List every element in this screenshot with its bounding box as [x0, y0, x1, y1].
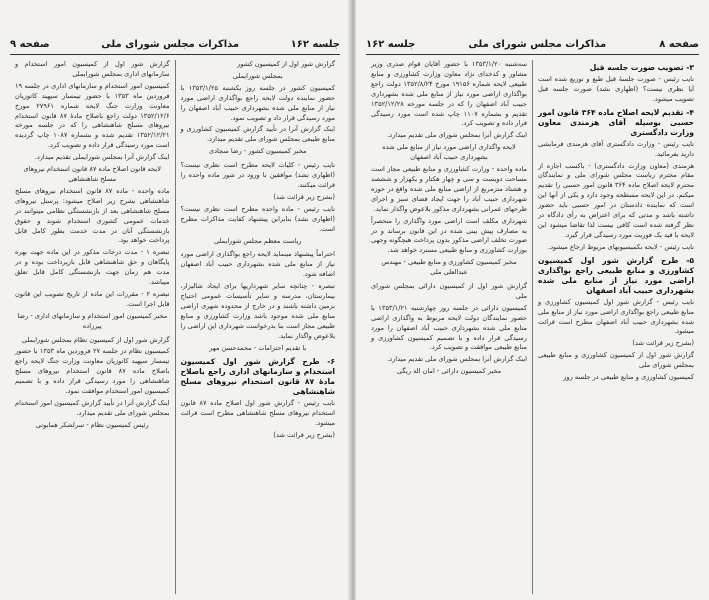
right-page [356, 0, 709, 600]
paragraph: (بشرح زیر قرائت شد) [273, 192, 335, 201]
paragraph: اینک گزارش آنرا بمجلس شورای ملی تقدیم میدارد. [387, 355, 527, 364]
page-columns [366, 60, 699, 594]
section-heading: ۳- تصویب صورت جلسه قبل [589, 63, 694, 72]
paragraph: تبصره - چنانچه سایر شهرداریها برای ایجاد شالیزار، بیمارستان، مدرسه و سایر تأسیسات عمومی احتیاج بزمین داشته باشند و در خارج از محدوده شهری اراضی منابع ملی شده موجود باشد وزارت کشاورزی و منابع طبیعی مجاز است بنا بدرخواست شهرداری این اراضی را بلاعوض واگذار نماید. [180, 282, 335, 340]
paragraph: گزارش شور اول از کمیسیون نظام بمجلس شورایملی [21, 335, 170, 344]
paragraph: نایب رئیس - ماده واحده مطرح است نظری نیست؟ (اظهاری نشد) بنابراین پیشنهاد کفایت مذاکرات مطرح است. [180, 204, 335, 233]
paragraph: کمیسیون امور استخدام و سازمانهای اداری در جلسه ۱۹ فروردین ماه ۱۳۵۳ با حضور تیمسار سپهبد کاتوزیان معاونت وزارت جنگ لایحه شماره ۲۷۹۶۱ مورخ ۱۳۵۲/۱۲/۶ دولت راجع باصلاح مادهٔ ۸۷ قانون استخدام نیروهای مسلح شاهنشاهی را که در جلسه مورخه ۱۳۵۲/۱۲/۲۱ تقدیم شده و بشماره ۱۰۸۷ چاپ گردیده است مورد رسیدگی قرار داده و تصویب کرد. [15, 81, 170, 150]
paragraph: شهرداری مکلف است اراضی مورد واگذاری را منحصراً به مصارف پیش بینی شده در این قانون برساند و در صورت تخلف اراضی مذکور بدون پرداخت هیچگونه وجهی بوزارت کشاورزی و منابع طبیعی مسترد خواهد شد. [371, 216, 527, 255]
paragraph: کمیسیون کشاورزی و منابع طبیعی در جلسه روز [563, 373, 694, 382]
page-number: صفحه ۸ [659, 38, 699, 50]
paragraph: نایب رئیس - وزارت دادگستری آقای هزمندی فرمایشی دارید بفرمائید. [538, 139, 694, 158]
paragraph: اینک گزارش آنرا بمجلس شورای ملی تقدیم میدارد. [387, 131, 527, 140]
paragraph: نایب رئیس - گزارش شور اول اصلاح ماده ۸۷ قانون استخدام نیروهای مسلح شاهنشاهی مطرح است قرائت میشود. [180, 399, 335, 428]
paragraph: ماده واحده - وزارت کشاورزی و منابع طبیعی مجاز است مساحت دویست و سی و چهار هکتار و یکهزار و ششصد و هشتاد مترمربع از اراضی منابع ملی شده واقع در حوزه شهرداری حبیب آباد را جهت ایجاد فضای سبز و اجرای طرحهای عمرانی بشهرداری مذکور بلاعوض واگذار نماید. [371, 165, 527, 213]
page-header [10, 34, 340, 55]
signature-line: رئیس کمیسیون نظام - سرلشکر همایونی [35, 420, 149, 429]
text-column [533, 60, 699, 594]
centered-title: لایحه واگذاری اراضی مورد نیاز از منابع ملی شده بشهرداری حبیب آباد اصفهان [382, 143, 516, 162]
paragraph: کمیسیون نظام در جلسه ۲۷ فروردین ماه ۱۳۵۳ با حضور تیمسار سپهبد کاتوزیان معاونت وزارت جنگ لایحه راجع باصلاح ماده ۸۷ قانون استخدام نیروهای مسلح شاهنشاهی را مورد رسیدگی قرار داده و با تصمیم کمیسیون امور استخدام موافقت نمود. [15, 347, 170, 396]
section-heading: ۶- طرح گزارش شور اول کمیسیون استخدام و سازمانهای اداری راجع باصلاح مادهٔ ۸۷ قانون استخدام نیروهای مسلح شاهنشاهی [180, 357, 335, 397]
paragraph: اینک گزارش آنرا در تأیید گزارش کمیسیون امور استخدام بمجلس شورای ملی تقدیم میدارد. [15, 399, 170, 417]
paragraph: گزارش شور اول از کمیسیون کشور [237, 60, 335, 68]
journal-title: مذاکرات مجلس شورای ملی [468, 38, 607, 50]
paragraph: (بشرح زیر قرائت شد) [273, 431, 335, 440]
paragraph: گزارش شور اول از کمیسیون کشاورزی و منابع طبیعی بمجلس شورای ملی [538, 351, 694, 370]
text-column [10, 60, 176, 594]
paragraph: تبصره ۲ - مقررات این ماده از تاریخ تصویب این قانون قابل اجرا است. [15, 289, 170, 308]
paragraph: اینک گزارش آنرا بمجلس شورایملی تقدیم میدارد. [34, 153, 170, 162]
journal-title: مذاکرات مجلس شورای ملی [101, 38, 240, 50]
paragraph: نایب رئیس - لایحه بکمیسیونهای مربوط ارجاع میشود. [548, 242, 694, 251]
paragraph: ماده واحده - ماده ۸۷ قانون استخدام نیروهای مسلح شاهنشاهی بشرح زیر اصلاح میشود: پرسنل نیروهای مسلح شاهنشاهی بعد از بازنشستگی نظامی میتوانند در خدمات عمومی کشوری استخدام شوند و حقوق بازنشستگی آنان در مدت خدمت بطور کامل قابل پرداخت خواهد بود. [15, 186, 170, 245]
paragraph: نایب رئیس - کلیات لایحه مطرح است نظری نیست؟ (اظهاری نشد) موافقین با ورود در شور ماده واحده را قرائت میکنند. [180, 161, 335, 189]
centered-title: بمجلس شورایملی [232, 71, 283, 80]
paragraph: احتراماً پیشنهاد مینماید لایحه راجع بواگذاری اراضی مورد نیاز از منابع ملی شده بشهرداری حبیب آباد اصفهان اضافه شود. [180, 250, 335, 279]
paragraph: گزارش شور اول از کمیسیون دارائی بمجلس شورای ملی [371, 282, 527, 300]
paragraph: نایب رئیس - گزارش شور اول کمیسیون کشاورزی و منابع طبیعی راجع بواگذاری اراضی مورد نیاز از منابع ملی شده بشهرداری حبیب آباد اصفهان مطرح است قرائت میشود. [538, 297, 694, 336]
session-number: جلسه ۱۶۲ [366, 38, 416, 50]
session-number: جلسه ۱۶۲ [290, 38, 340, 50]
signature-line: مخبر کمیسیون کشور - رضا سجادی [208, 147, 307, 156]
paragraph: تبصره ۱ - مدت درجات مذکور در این ماده جهت بهره پایگاهان و حق شاهنشاهی قابل بازپرداخت بوده و در مدت هم زمان جهت بازنشستگی کامل قابل تعلق میباشد. [15, 248, 170, 287]
text-column [176, 60, 341, 594]
paragraph: هزمندی (معاون وزارت دادگستری) - باکسب اجازه از مقام محترم ریاست مجلس شورای ملی و نمایندگان محترم لایحه اصلاح ماده ۳۶۴ قانون امور حسبی را تقدیم میکنم. در این لایحه مسطحه وجود دارد و یکی از آنها این است که نماینده دادستان در امور حسبی باید حضور داشته باشد و مدتی که برای اعتراض به رأی دادگاه در نظر گرفته شده است کافی نیست لذا تقاضا میشود این لایحه با قید یک فوریت مورد رسیدگی قرار گیرد. [538, 161, 694, 239]
paragraph: کمیسیون دارائی در جلسه روز چهارشنبه ۱۳۵۳/۱/۲۱ با حضور نمایندگان دولت لایحه مربوط به واگذاری اراضی منابع ملی شده بشهرداری حبیب آباد اصفهان را مورد رسیدگی قرار داده و با تصمیم کمیسیون کشاورزی و منابع طبیعی موافقت و تصویب کرد. [371, 303, 527, 352]
section-heading: ۵- طرح گزارش شور اول کمیسیون کشاورزی و منابع طبیعی راجع بواگذاری اراضی مورد نیاز از منابع ملی شده بشهرداری حبیب آباد اصفهان [538, 255, 694, 295]
paragraph: (بشرح زیر قرائت شد) [632, 339, 694, 348]
page-columns [10, 60, 340, 594]
signature-line: مخبر کمیسیون کشاورزی و منابع طبیعی - مهندس عبدالعلی ملی [381, 258, 517, 277]
paragraph: گزارش شور اول از کمیسیون امور استخدام و سازمانهای اداری بمجلس شورایملی [15, 60, 170, 78]
section-heading: ۴- تقدیم لایحه اصلاح ماده ۳۶۴ قانون امور حسبی بوسیله آقای هزمندی معاون وزارت دادگستری [538, 107, 694, 137]
paragraph: اینک گزارش آنرا در تأیید گزارش کمیسیون کشاورزی و منابع طبیعی بمجلس شورای ملی تقدیم میدارد. [180, 125, 335, 144]
page-number: صفحه ۹ [10, 38, 50, 50]
page-header [366, 34, 699, 55]
signature-line: مخبر کمیسیون دارائی - امان اله ریگی [396, 367, 502, 376]
centered-title: لایحه قانون اصلاح ماده ۸۷ قانون استخدام نیروهای مسلح شاهنشاهی [23, 165, 161, 183]
signature-line: با تقدیم احترامات - محمدحسن مهر [209, 343, 307, 352]
signature-line: ریاست معظم مجلس شورایملی [214, 236, 302, 245]
signature-line: مخبر کمیسیون امور استخدام و سازمانهای اداری - رضا پیرزاده [17, 311, 168, 330]
left-page [0, 0, 350, 600]
paragraph: نایب رئیس - صورت جلسهٔ قبل طبع و توزیع شده است آیا نظری نیست؟ (اظهاری نشد) صورت جلسه قبل تصویب میشود. [538, 75, 694, 103]
paragraph: سه‌شنبه ۱۳۵۳/۱/۲۰ با حضور آقایان قوام صدری وزیر مشاور و کدخدای نژاد معاون وزارت کشاورزی و منابع طبیعی لایحه شماره ۱۹۱۵۶ مورخ ۱۳۵۲/۸/۲۴ دولت راجع بواگذاری اراضی مورد نیاز از منابع ملی شده بشهرداری حبیب آباد اصفهان را که در جلسه مورخه ۱۳۵۲/۱۲/۲۸ تقدیم و بشماره ۱۱۰۷ چاپ شده است مورد رسیدگی قرار داده و تصویب کرد. [371, 60, 527, 128]
paragraph: کمیسیون کشور در جلسه روز یکشنبه ۱۳۵۳/۱/۲۵ با حضور نماینده دولت لایحه راجع بواگذاری اراضی مورد نیاز از منابع ملی شده بشهرداری حبیب آباد اصفهان را مورد رسیدگی قرار داد و تصویب نمود. [180, 83, 335, 122]
text-column [366, 60, 533, 594]
